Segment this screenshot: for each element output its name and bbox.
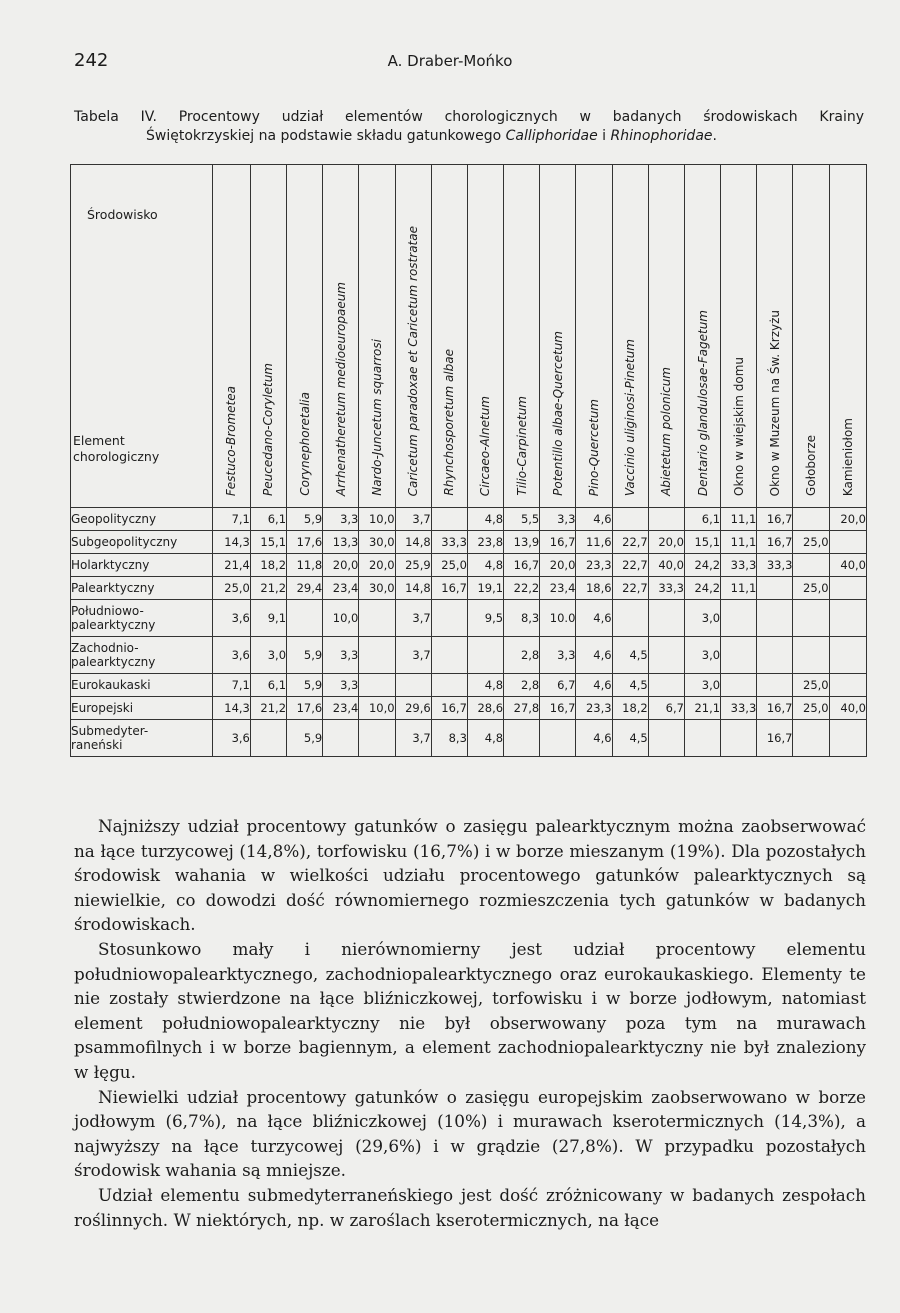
column-header [721,165,757,508]
table-cell: 8,3 [431,720,467,757]
table-cell: 14,8 [395,531,431,554]
table-cell: 33,3 [721,697,757,720]
table-cell: 13,3 [323,531,359,554]
column-header [250,165,286,508]
table-cell: 29,6 [395,697,431,720]
table-cell: 16,7 [504,554,540,577]
table-cell: 9,5 [467,600,503,637]
table-cell: 3,6 [212,637,250,674]
caption-text: Świętokrzyskiej na podstawie składu gatunkowego [146,128,506,144]
caption-line-1: Tabela IV. Procentowy udział elementów chorologicznych w badanych środowiskach Krainy [74,109,864,125]
column-header-label: Circaeo-Alnetum [478,395,493,496]
table-cell: 3,0 [250,637,286,674]
table-cell: 21,4 [212,554,250,577]
column-header-label: Vaccinio uliginosi-Pinetum [623,338,638,496]
table-row [71,600,867,637]
row-label-line: Holarktyczny [71,558,150,572]
paragraph: Najniższy udział procentowy gatunków o zasięgu palearktycznym można zaobserwować na łące turzycowej (14,8%), torfowisku (16,7%) i w borze mieszanym (19%). Dla pozostałych środowisk wahania w wielkości udziału procentowego gatunków palearktycznych są niewielkie, co dowodzi dość równomiernego rozmieszczenia tych gatunków w badanych środowiskach. [74,816,866,935]
table-cell: 14,3 [212,697,250,720]
table-cell: 17,6 [287,531,323,554]
table-cell: 23,8 [467,531,503,554]
table-cell: 30,0 [359,531,395,554]
table-row [71,674,867,697]
table-cell: 24,2 [684,577,720,600]
paragraph: Stosunkowo mały i nierównomierny jest udział procentowy elementu południowopalearktycznego, zachodniopalearktycznego oraz eurokaukaskiego. Elementy te nie zostały stwierdzone na łące bliźniczkowej, torfowisku i w borze jodłowym, natomiast element południowopalearktyczny nie był obserwowany poza tym na murawach psammofilnych i w borze bagiennym, a element zachodniopalearktyczny nie był znaleziony w łęgu. [74,938,866,1082]
row-label [71,720,213,757]
table-caption [74,108,864,146]
table-cell [540,720,576,757]
column-header [323,165,359,508]
table-cell: 4,6 [576,720,612,757]
table-cell [793,600,829,637]
table-cell [359,720,395,757]
table-cell: 11,6 [576,531,612,554]
table-row [71,554,867,577]
table-cell: 3,3 [540,637,576,674]
table-cell [648,508,684,531]
table-cell [721,637,757,674]
column-header [648,165,684,508]
table-cell [648,637,684,674]
table-cell: 2,8 [504,637,540,674]
table-row [71,508,867,531]
table-cell [757,674,793,697]
table-cell [829,577,866,600]
table-cell: 10,0 [359,697,395,720]
column-header-label: Tilio-Carpinetum [514,396,529,496]
table-cell [612,508,648,531]
table-cell: 6,7 [648,697,684,720]
table-cell [359,637,395,674]
table-cell: 13,9 [504,531,540,554]
table-cell [431,674,467,697]
table-cell [721,720,757,757]
table-cell [721,674,757,697]
table-cell [504,720,540,757]
table-cell: 25,0 [793,697,829,720]
table-cell: 3,7 [395,508,431,531]
table-cell: 28,6 [467,697,503,720]
table-cell: 20,0 [829,508,866,531]
table-cell: 16,7 [757,531,793,554]
table-cell [757,577,793,600]
table-cell: 25,0 [793,674,829,697]
column-header-label: Arrhenatheretum medioeuropaeum [333,281,348,496]
table-row [71,637,867,674]
table-cell: 23,3 [576,697,612,720]
table-cell: 6,1 [250,508,286,531]
caption-line-2 [74,127,864,146]
table-cell: 20,0 [540,554,576,577]
table-cell: 2,8 [504,674,540,697]
row-label [71,531,213,554]
column-header [757,165,793,508]
caption-end: . [712,128,717,144]
column-header-label: Caricetum paradoxae et Caricetum rostratae [406,225,421,496]
element-header-line-2: chorologiczny [73,449,160,464]
table-cell: 33,3 [431,531,467,554]
table-cell: 20,0 [648,531,684,554]
row-label-line: Południowo- [71,604,144,618]
table-cell: 22,7 [612,531,648,554]
column-header-label: Gołoborze [804,435,819,496]
table-cell: 3,0 [684,674,720,697]
table-cell: 3,7 [395,637,431,674]
table-cell: 19,1 [467,577,503,600]
table-cell: 3,3 [323,637,359,674]
table-cell: 6,1 [684,508,720,531]
table-cell: 5,9 [287,674,323,697]
column-header [395,165,431,508]
table-cell: 11,1 [721,508,757,531]
table-cell [829,674,866,697]
row-label-line: Palearktyczny [71,581,155,595]
table-cell: 9,1 [250,600,286,637]
table-cell: 3,0 [684,600,720,637]
table-cell [359,600,395,637]
column-header [612,165,648,508]
table-cell: 10,0 [323,600,359,637]
table-cell: 10,0 [359,508,395,531]
column-header-label: Festuco-Brometea [224,385,239,496]
table-cell: 18,2 [250,554,286,577]
table-cell: 33,3 [648,577,684,600]
table-cell: 16,7 [757,508,793,531]
table-cell: 11,1 [721,577,757,600]
row-label-line: Europejski [71,701,134,715]
table-cell: 6,1 [250,674,286,697]
table-cell: 6,7 [540,674,576,697]
column-header-label: Pino-Quercetum [586,398,601,496]
column-header [829,165,866,508]
table-cell: 4,8 [467,508,503,531]
column-header [212,165,250,508]
table-cell: 3,0 [684,637,720,674]
table-body [71,508,867,757]
table-cell [287,600,323,637]
column-header [684,165,720,508]
habitat-header: Środowisko [87,207,158,222]
table-cell: 22,7 [612,554,648,577]
row-label [71,554,213,577]
caption-taxon-2: Rhinophoridae [610,128,713,144]
table-cell: 20,0 [359,554,395,577]
column-header [504,165,540,508]
table-cell: 18,2 [612,697,648,720]
table-cell [793,637,829,674]
table-cell: 4,6 [576,674,612,697]
table-cell: 40,0 [648,554,684,577]
table-cell: 11,8 [287,554,323,577]
table-cell: 29,4 [287,577,323,600]
column-header-label: Nardo-Juncetum squarrosi [369,339,384,496]
column-header-label: Okno w Muzeum na Św. Krzyżu [767,309,782,496]
column-header [540,165,576,508]
table-cell: 4,6 [576,508,612,531]
paragraph: Niewielki udział procentowy gatunków o zasięgu europejskim zaobserwowano w borze jodłowym (6,7%), na łące bliźniczkowej (10%) i murawach kserotermicznych (14,3%), a najwyższy na łące turzycowej (29,6%) i w grądzie (27,8%). W przypadku pozostałych środowisk wahania są mniejsze. [74,1086,866,1181]
table-cell: 3,3 [540,508,576,531]
table-cell: 17,6 [287,697,323,720]
paragraph: Udział elementu submedyterraneńskiego jest dość zróżnicowany w badanych zespołach roślinnych. W niektórych, np. w zaroślach kserotermicznych, na łące [74,1184,866,1230]
row-label-line: raneński [71,738,123,752]
row-label-line: Eurokaukaski [71,678,151,692]
table-cell: 4,5 [612,720,648,757]
body-text [74,814,866,1232]
table-cell [431,600,467,637]
row-label-line: Subgeopolityczny [71,535,178,549]
column-header [793,165,829,508]
column-header-label: Corynephoretalia [297,392,312,496]
caption-conj: i [597,128,611,144]
table-cell: 24,2 [684,554,720,577]
table-cell: 14,8 [395,577,431,600]
row-label-line: Geopolityczny [71,512,157,526]
table-cell: 10.0 [540,600,576,637]
column-header [467,165,503,508]
table-cell: 4,5 [612,674,648,697]
row-label [71,508,213,531]
element-header-line-1: Element [73,433,125,448]
table-cell: 18,6 [576,577,612,600]
column-header-label: Peucedano-Coryletum [261,363,276,496]
table-cell: 21,2 [250,697,286,720]
table-cell [648,600,684,637]
column-header-label: Okno w wiejskim domu [731,357,746,496]
table-cell: 25,9 [395,554,431,577]
table-cell: 3,7 [395,720,431,757]
table-cell: 7,1 [212,674,250,697]
table-cell: 4,8 [467,554,503,577]
row-label [71,697,213,720]
row-label-line: palearktyczny [71,618,156,632]
table-header-row [71,165,867,508]
table-cell: 11,1 [721,531,757,554]
page-number: 242 [74,50,109,71]
table-cell: 7,1 [212,508,250,531]
table-cell [793,720,829,757]
table-cell: 16,7 [540,531,576,554]
caption-taxon-1: Calliphoridae [505,128,598,144]
column-header [576,165,612,508]
table-cell [250,720,286,757]
table-cell: 14,3 [212,531,250,554]
table-corner [71,165,213,508]
table-cell: 22,7 [612,577,648,600]
table-cell: 40,0 [829,697,866,720]
table-cell [757,637,793,674]
table-cell [684,720,720,757]
table-cell: 4,5 [612,637,648,674]
table-cell: 3,3 [323,508,359,531]
table-cell: 8,3 [504,600,540,637]
row-label [71,637,213,674]
table-cell [757,600,793,637]
table-cell: 25,0 [431,554,467,577]
table-row [71,697,867,720]
table-cell: 22,2 [504,577,540,600]
table-cell: 33,3 [721,554,757,577]
column-header-label: Rhynchosporetum albae [442,349,457,496]
table-cell: 30,0 [359,577,395,600]
table-cell: 25,0 [212,577,250,600]
table-cell [793,508,829,531]
table-cell: 16,7 [540,697,576,720]
table-cell: 16,7 [431,697,467,720]
column-header [287,165,323,508]
table-cell: 16,7 [757,720,793,757]
table-row [71,531,867,554]
running-head: A. Draber-Mońko [387,52,513,70]
column-header-label: Kamieniołom [840,417,855,496]
table-cell: 15,1 [250,531,286,554]
table-cell [395,674,431,697]
table-row [71,720,867,757]
table-cell: 16,7 [431,577,467,600]
table-cell: 4,6 [576,637,612,674]
table-cell: 25,0 [793,577,829,600]
row-label [71,577,213,600]
table-cell: 27,8 [504,697,540,720]
table-cell [829,720,866,757]
table-cell [793,554,829,577]
table-cell [467,637,503,674]
table-cell: 16,7 [757,697,793,720]
table-cell [323,720,359,757]
table-row [71,577,867,600]
row-label [71,600,213,637]
table-cell: 21,1 [684,697,720,720]
table-cell [431,637,467,674]
chorology-table [70,164,867,757]
table-cell [721,600,757,637]
column-header-label: Dentario glandulosae-Fagetum [695,309,710,496]
row-label-line: palearktyczny [71,655,156,669]
table-cell: 23,4 [540,577,576,600]
column-header [431,165,467,508]
element-header [73,433,159,465]
table-cell: 3,6 [212,600,250,637]
table-cell: 23,3 [576,554,612,577]
table-cell: 5,9 [287,720,323,757]
table-cell: 5,9 [287,637,323,674]
table-cell [829,531,866,554]
table-cell: 40,0 [829,554,866,577]
table-cell: 3,7 [395,600,431,637]
column-header-label: Abietetum polonicum [659,367,674,496]
table-cell: 20,0 [323,554,359,577]
table-cell: 25,0 [793,531,829,554]
table-cell [612,600,648,637]
table-cell [648,674,684,697]
table-cell: 4,8 [467,674,503,697]
row-label-line: Submedyter- [71,724,149,738]
table-cell: 5,5 [504,508,540,531]
table-cell: 4,8 [467,720,503,757]
table-cell: 15,1 [684,531,720,554]
row-label [71,674,213,697]
table-cell: 5,9 [287,508,323,531]
column-header-label: Potentillo albae-Quercetum [550,331,565,496]
table-cell: 4,6 [576,600,612,637]
table-cell [359,674,395,697]
table-cell: 23,4 [323,697,359,720]
table-cell: 3,6 [212,720,250,757]
table-cell [648,720,684,757]
table-cell [829,637,866,674]
table-cell: 3,3 [323,674,359,697]
table-cell [431,508,467,531]
table-cell: 21,2 [250,577,286,600]
row-label-line: Zachodnio- [71,641,139,655]
table-cell: 23,4 [323,577,359,600]
table-cell [829,600,866,637]
table-cell: 33,3 [757,554,793,577]
column-header [359,165,395,508]
